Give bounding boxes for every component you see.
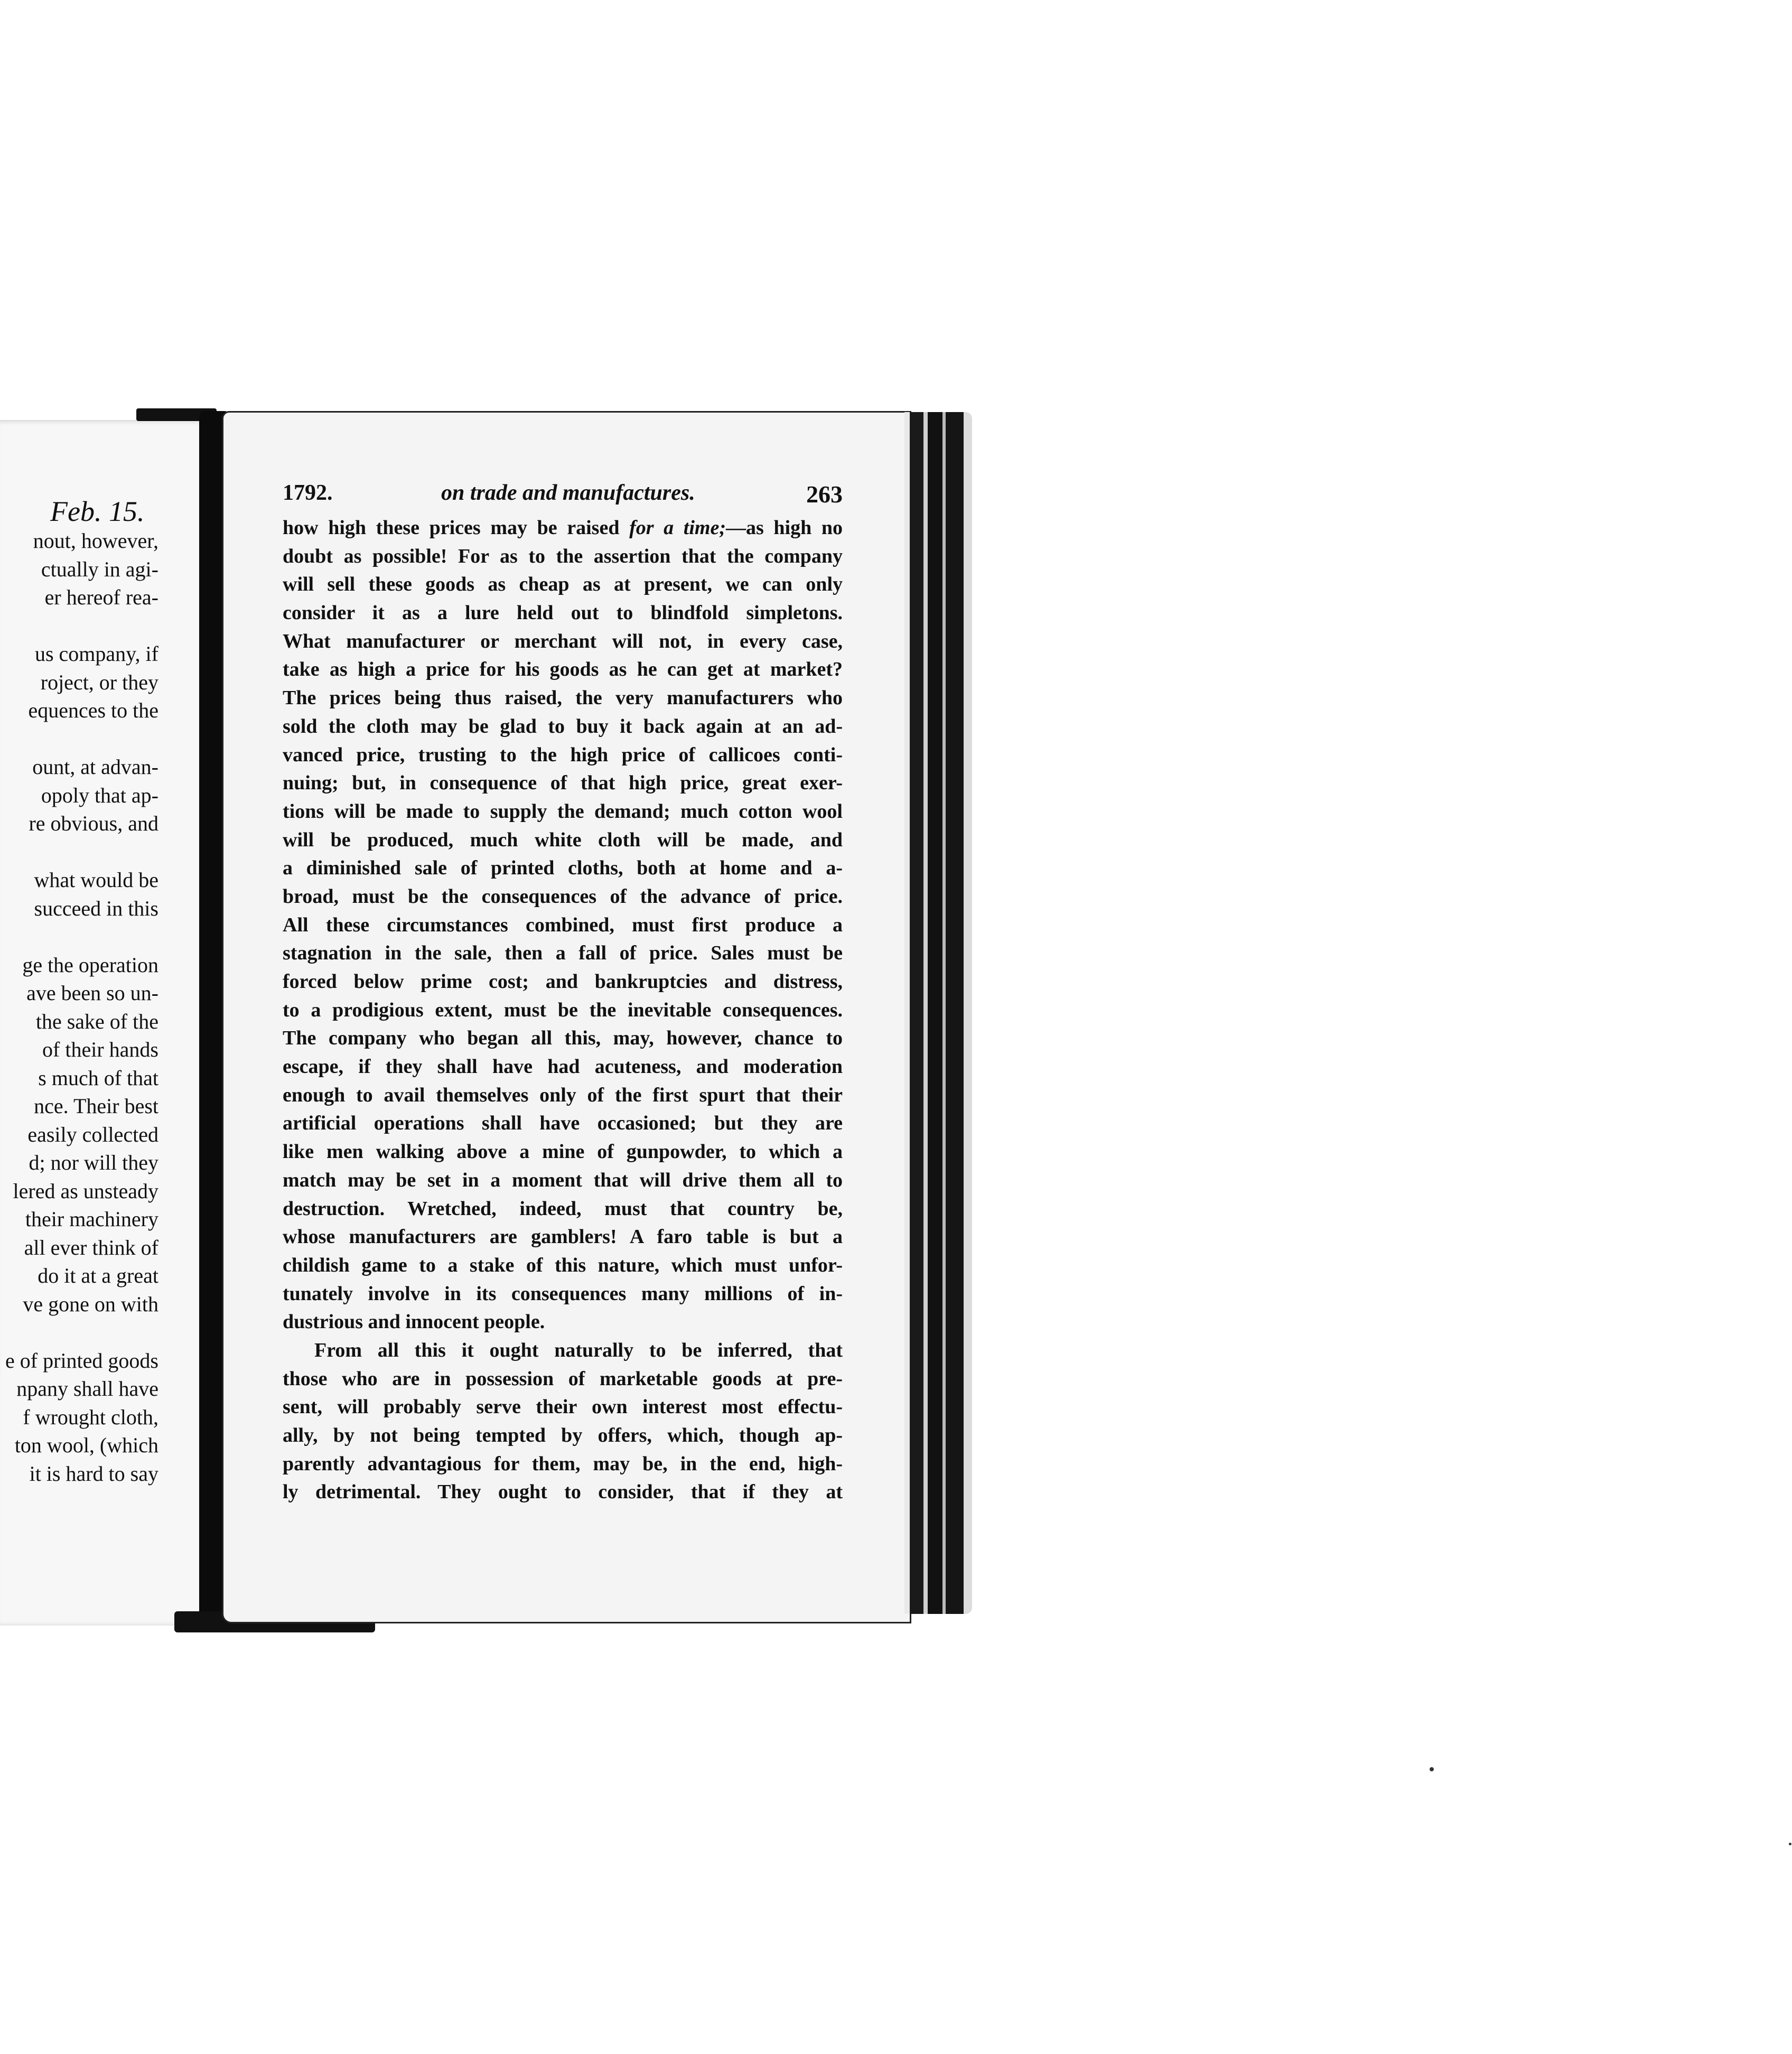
text-line xyxy=(283,1478,843,1507)
text-line xyxy=(283,1166,843,1195)
left-text-line: all ever think of xyxy=(24,1235,158,1259)
text-segment: take as high a price for his goods as he can get at market? xyxy=(283,658,843,681)
text-segment: those who are in possession of marketable goods at pre- xyxy=(283,1367,843,1390)
text-segment: forced below prime cost; and bankruptcies and distress, xyxy=(283,970,843,993)
text-segment: —as high no xyxy=(726,517,843,539)
right-page xyxy=(222,411,911,1623)
text-line xyxy=(283,1450,843,1479)
left-text-line: roject, or they xyxy=(40,670,158,694)
text-line xyxy=(283,1223,843,1252)
left-text-line: s much of that xyxy=(38,1066,158,1090)
text-line xyxy=(283,1308,843,1337)
left-text-line: ount, at advan- xyxy=(32,755,158,779)
text-segment: The company who began all this, may, however, chance to xyxy=(283,1027,843,1050)
text-line xyxy=(283,713,843,741)
text-segment: destruction. Wretched, indeed, must that country be, xyxy=(283,1197,843,1220)
left-text-line: it is hard to say xyxy=(29,1461,158,1486)
text-line xyxy=(283,968,843,996)
page-body-text xyxy=(283,514,843,1507)
text-segment: sent, will probably serve their own interest most effectu- xyxy=(283,1396,843,1418)
left-text-line: opoly that ap- xyxy=(41,783,158,807)
left-text-line xyxy=(0,725,209,753)
text-line xyxy=(283,1081,843,1110)
left-text-line: e of printed goods xyxy=(5,1348,158,1373)
speck-mark xyxy=(1430,1767,1434,1771)
left-text-line: ctually in agi- xyxy=(41,557,158,581)
left-text-line xyxy=(0,922,209,951)
text-segment: The prices being thus raised, the very manufacturers who xyxy=(283,687,843,709)
left-text-line: ve gone on with xyxy=(23,1292,158,1316)
left-text-line: of their hands xyxy=(42,1038,158,1061)
text-line xyxy=(283,769,843,798)
text-line xyxy=(283,543,843,571)
text-segment: to a prodigious extent, must be the inevitable consequences. xyxy=(283,998,843,1021)
text-segment: All these circumstances combined, must first produce a xyxy=(283,913,843,936)
left-text-line xyxy=(0,838,209,866)
running-title: on trade and manufactures. xyxy=(441,481,695,505)
text-segment: will be produced, much white cloth will be made, and xyxy=(283,828,843,851)
text-line xyxy=(283,1337,843,1365)
text-segment: escape, if they shall have had acuteness, and moderation xyxy=(283,1056,843,1078)
text-line xyxy=(283,854,843,883)
text-line xyxy=(283,911,843,940)
text-line xyxy=(283,1109,843,1138)
left-text-line: the sake of the xyxy=(35,1009,158,1033)
left-text-line: us company, if xyxy=(34,642,158,666)
text-line xyxy=(283,826,843,855)
left-text-line: their machinery xyxy=(25,1207,158,1231)
left-text-line: lered as unsteady xyxy=(13,1179,158,1203)
text-line xyxy=(283,1393,843,1422)
left-text-line: re obvious, and xyxy=(29,811,158,835)
text-line xyxy=(283,883,843,911)
text-segment: dustrious and innocent people. xyxy=(283,1311,545,1333)
text-segment: match may be set in a moment that will drive them all to xyxy=(283,1169,843,1191)
text-segment: artificial operations shall have occasioned; but they are xyxy=(283,1112,843,1135)
text-line xyxy=(283,1195,843,1224)
text-segment: sold the cloth may be glad to buy it back again at an ad- xyxy=(283,715,843,737)
text-segment: tions will be made to supply the demand; much cotton wool xyxy=(283,800,843,823)
text-segment: whose manufacturers are gamblers! A faro table is but a xyxy=(283,1226,843,1248)
text-line xyxy=(283,1422,843,1450)
text-line xyxy=(283,741,843,770)
left-text-line: ton wool, (which xyxy=(14,1433,158,1457)
left-page-text xyxy=(0,527,209,1488)
text-segment: ally, by not being tempted by offers, which, though ap- xyxy=(283,1424,843,1446)
text-segment: vanced price, trusting to the high price of callicoes conti- xyxy=(283,743,843,766)
text-segment: will sell these goods as cheap as at present, we can only xyxy=(283,573,843,596)
left-text-line: nout, however, xyxy=(33,529,158,553)
text-line xyxy=(283,798,843,826)
left-text-line: d; nor will they xyxy=(29,1151,158,1174)
left-text-line: ge the operation xyxy=(22,953,158,977)
text-line xyxy=(283,939,843,968)
text-line xyxy=(283,571,843,599)
text-segment: enough to avail themselves only of the first spurt that their xyxy=(283,1084,843,1106)
italic-segment: for a time; xyxy=(629,517,726,539)
left-text-line: npany shall have xyxy=(16,1377,158,1401)
text-segment: What manufacturer or merchant will not, in every case, xyxy=(283,630,843,652)
text-segment: From all this it ought naturally to be inferred, that xyxy=(314,1339,843,1361)
text-segment: how high these prices may be raised xyxy=(283,517,630,539)
text-line xyxy=(283,1053,843,1081)
text-segment: doubt as possible! For as to the assertion that the company xyxy=(283,545,843,567)
page-number: 263 xyxy=(806,481,843,508)
text-line xyxy=(283,1024,843,1053)
text-line xyxy=(283,1252,843,1280)
text-segment: a diminished sale of printed cloths, both at home and a- xyxy=(283,857,843,880)
left-text-line: do it at a great xyxy=(38,1264,158,1287)
text-line xyxy=(283,1365,843,1394)
text-segment: like men walking above a mine of gunpowder, to which a xyxy=(283,1141,843,1163)
left-text-line: ave been so un- xyxy=(26,981,158,1005)
left-text-line: f wrought cloth, xyxy=(23,1405,158,1429)
text-line xyxy=(283,514,843,543)
left-text-line xyxy=(0,612,209,640)
text-line xyxy=(283,1138,843,1166)
text-segment: tunately involve in its consequences many millions of in- xyxy=(283,1282,843,1305)
text-line xyxy=(283,996,843,1025)
left-page xyxy=(0,420,209,1626)
text-segment: ly detrimental. They ought to consider, that if they at xyxy=(283,1481,843,1504)
left-page-header: Feb. 15. xyxy=(50,496,145,527)
left-text-line: succeed in this xyxy=(34,896,158,920)
left-text-line xyxy=(0,1318,209,1347)
left-text-line: what would be xyxy=(34,868,158,892)
text-line xyxy=(283,1280,843,1309)
text-segment: childish game to a stake of this nature, which must unfor- xyxy=(283,1254,843,1276)
text-segment: parently advantagious for them, may be, in the end, high- xyxy=(283,1452,843,1475)
text-line xyxy=(283,656,843,684)
text-line xyxy=(283,599,843,628)
text-segment: nuing; but, in consequence of that high price, great exer- xyxy=(283,772,843,795)
left-text-line: equences to the xyxy=(28,698,158,722)
text-line xyxy=(283,684,843,713)
text-segment: consider it as a lure held out to blindfold simpletons. xyxy=(283,602,843,624)
left-text-line: nce. Their best xyxy=(34,1094,158,1118)
left-text-line: easily collected xyxy=(27,1122,158,1146)
left-text-line: er hereof rea- xyxy=(44,585,158,609)
text-segment: stagnation in the sale, then a fall of price. Sales must be xyxy=(283,942,843,965)
speck-mark xyxy=(1789,1843,1791,1845)
text-line xyxy=(283,628,843,656)
text-segment: broad, must be the consequences of the advance of price. xyxy=(283,885,843,908)
page-edges xyxy=(904,412,972,1614)
running-head xyxy=(283,480,843,512)
page-year: 1792. xyxy=(283,481,333,505)
